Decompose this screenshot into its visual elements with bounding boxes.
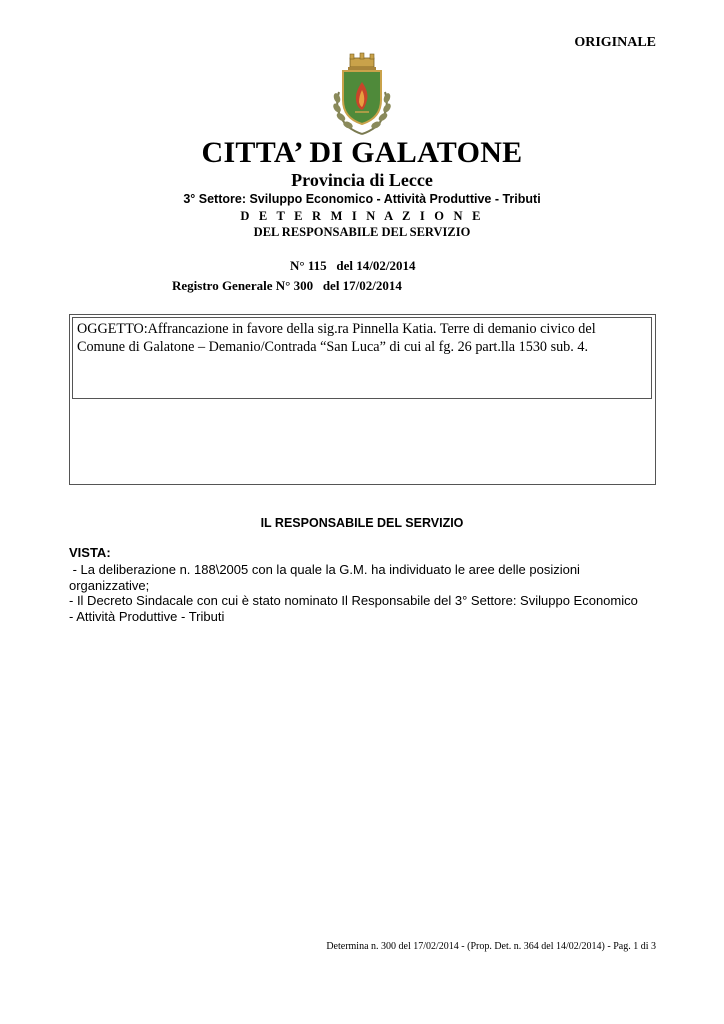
vista-line: - Il Decreto Sindacale con cui è stato nominato Il Responsabile del 3° Settore: Sviluppo Economico xyxy=(69,593,638,608)
city-title: CITTA’ DI GALATONE xyxy=(201,136,523,169)
vista-line: - Attività Produttive - Tributi xyxy=(69,608,225,624)
subject-box xyxy=(72,317,652,399)
city-coat-of-arms-icon xyxy=(329,52,395,136)
vista-label: VISTA: xyxy=(69,545,111,560)
section-heading: IL RESPONSABILE DEL SERVIZIO xyxy=(260,516,464,530)
document-type-title: D E T E R M I N A Z I O N E xyxy=(240,209,484,223)
determination-number: N° 115 del 14/02/2014 xyxy=(290,258,416,273)
page-footer: Determina n. 300 del 17/02/2014 - (Prop. Det. n. 364 del 14/02/2014) - Pag. 1 di 3 xyxy=(326,941,656,952)
province-title: Provincia di Lecce xyxy=(291,170,433,190)
vista-line: organizzative; xyxy=(69,577,150,593)
subject-line-2: Comune di Galatone – Demanio/Contrada “San Luca” di cui al fg. 26 part.lla 1530 sub. 4. xyxy=(77,339,589,355)
issuer-title: DEL RESPONSABILE DEL SERVIZIO xyxy=(253,225,471,239)
subject-line-1: OGGETTO:Affrancazione in favore della sig.ra Pinnella Katia. Terre di demanio civico del xyxy=(77,321,596,337)
original-status-label: ORIGINALE xyxy=(574,35,656,50)
vista-list xyxy=(69,562,659,624)
sector-title: 3° Settore: Sviluppo Economico - Attività Produttive - Tributi xyxy=(183,192,541,206)
vista-line: - La deliberazione n. 188\2005 con la quale la G.M. ha individuato le aree delle posizioni xyxy=(69,562,580,577)
registry-number: Registro Generale N° 300 del 17/02/2014 xyxy=(172,278,402,293)
